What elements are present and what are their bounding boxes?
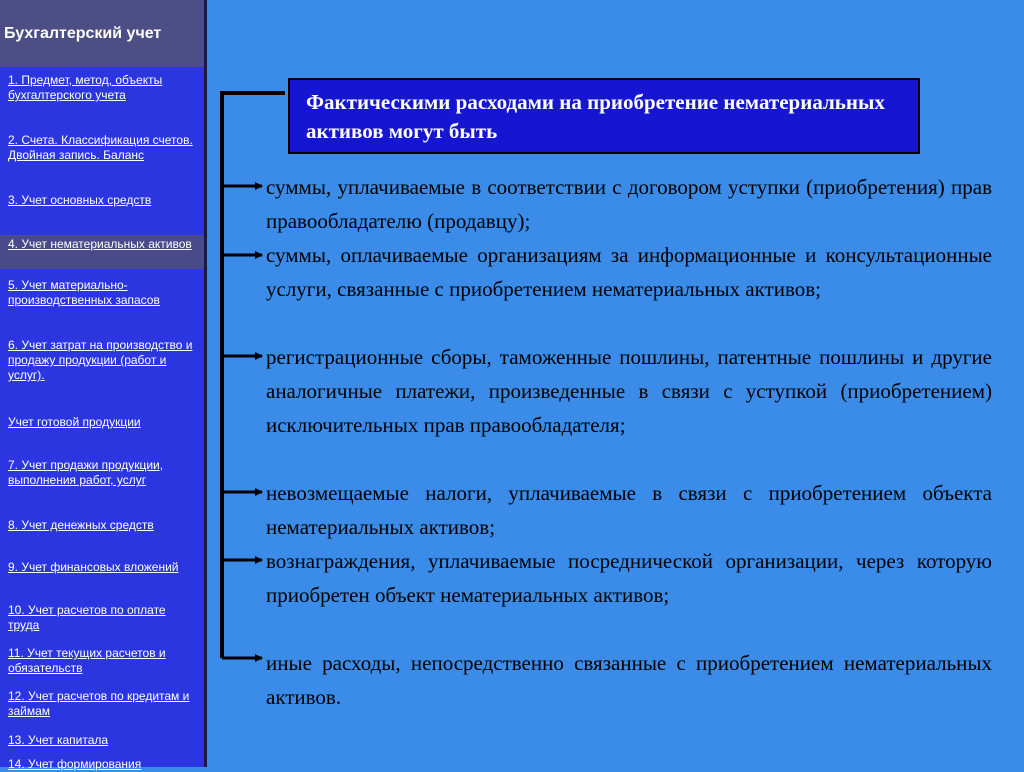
nav-item-production-costs[interactable]: 6. Учет затрат на производство и продажу продукции (работ и услуг). xyxy=(8,338,193,382)
nav-item-cash[interactable]: 8. Учет денежных средств xyxy=(8,518,154,532)
nav-item-intangible-assets[interactable]: 4. Учет нематериальных активов xyxy=(0,235,204,269)
nav-item-payroll[interactable]: 10. Учет расчетов по оплате труда xyxy=(8,603,166,632)
nav-item-subject-method[interactable]: 1. Предмет, метод, объекты бухгалтерского учета xyxy=(8,73,163,102)
list-item: регистрационные сборы, таможенные пошлины, патентные пошлины и другие аналогичные платежи, произведенные в связи с уступкой (приобретением) исключительных прав правообладателя; xyxy=(266,345,992,437)
nav-item-inventories[interactable]: 5. Учет материально-производственных запасов xyxy=(8,278,160,307)
nav-item-fixed-assets[interactable]: 3. Учет основных средств xyxy=(8,193,152,207)
nav-item-loans[interactable]: 12. Учет расчетов по кредитам и займам xyxy=(8,689,190,718)
nav-item-finished-goods[interactable]: Учет готовой продукции xyxy=(8,415,141,429)
list-item: невозмещаемые налоги, уплачиваемые в связи с приобретением объекта нематериальных активов; xyxy=(266,481,992,539)
list-item: суммы, уплачиваемые в соответствии с договором уступки (приобретения) прав правообладателю (продавцу); xyxy=(266,175,992,233)
nav-item-accounts[interactable]: 2. Счета. Классификация счетов. Двойная запись. Баланс xyxy=(8,133,193,162)
sidebar-title: Бухгалтерский учет xyxy=(0,0,204,67)
nav-item-financial-investments[interactable]: 9. Учет финансовых вложений xyxy=(8,560,179,574)
list-item: вознаграждения, уплачиваемые посреднической организации, через которую приобретен объект нематериальных активов; xyxy=(266,549,992,607)
nav-item-capital[interactable]: 13. Учет капитала xyxy=(8,733,109,747)
nav-item-current-settlements[interactable]: 11. Учет текущих расчетов и обязательств xyxy=(8,646,166,675)
slide-title: Фактическими расходами на приобретение нематериальных активов могут быть xyxy=(288,78,920,154)
list-item: иные расходы, непосредственно связанные с приобретением нематериальных активов. xyxy=(266,651,992,709)
nav-item-sales[interactable]: 7. Учет продажи продукции, выполнения работ, услуг xyxy=(8,458,164,487)
nav-item-formation[interactable]: 14. Учет формирования xyxy=(8,757,142,771)
list-item: суммы, оплачиваемые организациям за информационные и консультационные услуги, связанные с приобретением нематериальных активов; xyxy=(266,243,992,301)
